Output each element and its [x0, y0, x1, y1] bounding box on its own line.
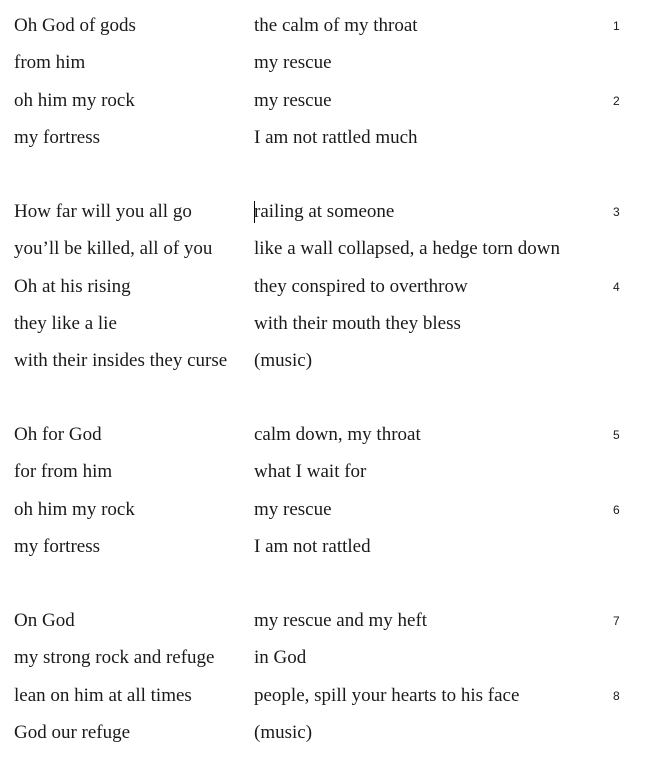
verse-number: 3 [613, 205, 620, 219]
verse-number: 4 [613, 279, 620, 294]
poem-line [0, 199, 663, 236]
verse-number: 2 [613, 93, 620, 108]
line-left-text: for from him [14, 461, 113, 483]
poem-line [0, 274, 663, 311]
line-left-text: oh him my rock [14, 498, 135, 520]
line-left-text: my strong rock and refuge [14, 647, 215, 669]
line-right-text: (music) [254, 721, 313, 743]
line-left-text: from him [14, 52, 86, 74]
line-right-text[interactable]: railing at someone [254, 201, 395, 222]
line-left-text: my fortress [14, 535, 101, 557]
poem-line [0, 608, 663, 645]
line-left-text: Oh God of gods [14, 15, 136, 36]
verse-number: 1 [613, 19, 620, 33]
line-right-text: what I wait for [254, 461, 367, 483]
stanza-2 [0, 199, 663, 385]
line-right-text: in God [254, 647, 307, 669]
poem-line [0, 13, 663, 50]
line-right-text: calm down, my throat [254, 424, 421, 445]
line-left-text: On God [14, 610, 75, 631]
poem-line [0, 125, 663, 162]
line-right-text: (music) [254, 350, 313, 372]
poem-line [0, 645, 663, 682]
poem-line [0, 236, 663, 273]
line-right-text: people, spill your hearts to his face [254, 684, 520, 706]
line-right-text: my rescue [254, 52, 332, 74]
line-left-text: Oh for God [14, 424, 102, 445]
line-right-text: the calm of my throat [254, 15, 418, 36]
poem-line [0, 683, 663, 720]
line-left-text: oh him my rock [14, 89, 135, 111]
poem-line [0, 88, 663, 125]
line-right-text: my rescue and my heft [254, 610, 428, 631]
line-right-text: with their mouth they bless [254, 312, 461, 334]
poem-line [0, 422, 663, 459]
poem-line [0, 497, 663, 534]
stanza-3 [0, 422, 663, 571]
line-left-text: with their insides they curse [14, 350, 228, 372]
verse-number: 5 [613, 428, 620, 442]
line-left-text: lean on him at all times [14, 684, 192, 706]
poem-line [0, 311, 663, 348]
poem-line [0, 459, 663, 496]
line-right-text: like a wall collapsed, a hedge torn down [254, 238, 561, 260]
line-left-text: How far will you all go [14, 201, 192, 222]
poem-line [0, 534, 663, 571]
line-right-text: my rescue [254, 498, 332, 520]
line-left-text: they like a lie [14, 312, 117, 334]
poem-line [0, 50, 663, 87]
line-right-text: my rescue [254, 89, 332, 111]
line-left-text: God our refuge [14, 721, 131, 743]
verse-number: 6 [613, 502, 620, 517]
line-right-text: I am not rattled [254, 535, 371, 557]
line-right-text: they conspired to overthrow [254, 275, 468, 297]
verse-number: 8 [613, 688, 620, 703]
line-left-text: Oh at his rising [14, 275, 131, 297]
stanza-4 [0, 608, 663, 757]
verse-number: 7 [613, 614, 620, 628]
line-left-text: my fortress [14, 126, 101, 148]
stanza-1 [0, 13, 663, 162]
line-right-text: I am not rattled much [254, 126, 418, 148]
poem-line [0, 348, 663, 385]
poem-line [0, 720, 663, 757]
line-left-text: you’ll be killed, all of you [14, 238, 213, 260]
